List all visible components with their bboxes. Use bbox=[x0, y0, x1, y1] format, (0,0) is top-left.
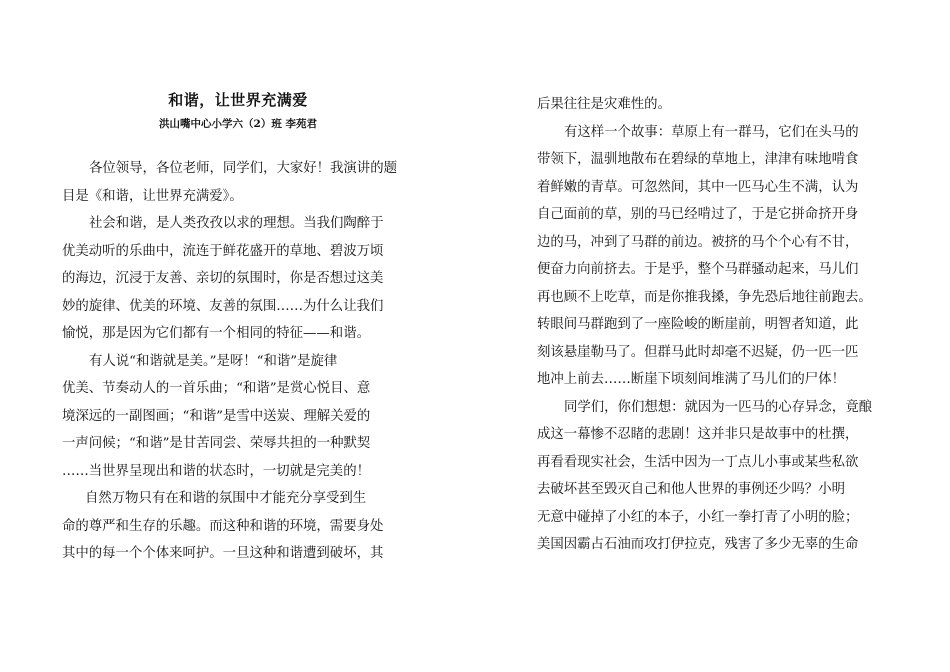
text-line: 愉悦，那是因为它们都有一个相同的特征——和谐。 bbox=[62, 326, 370, 341]
text-line: 去破坏甚至毁灭自己和他人世界的事例还少吗？小明 bbox=[537, 482, 845, 497]
speech-title: 和谐，让世界充满爱 bbox=[168, 91, 308, 109]
text-line: 美国因霸占石油而攻打伊拉克，残害了多少无辜的生命 bbox=[537, 537, 859, 552]
text-line: 后果往往是灾难性的。 bbox=[537, 97, 671, 112]
text-line: 有人说“和谐就是美。”是呀！“和谐”是旋律 bbox=[89, 353, 338, 369]
text-line: 边的马，冲到了马群的前边。被挤的马个个心有不甘， bbox=[537, 234, 859, 250]
text-line: 同学们，你们想想：就因为一匹马的心存异念，竟酿 bbox=[564, 399, 872, 415]
text-line: 妙的旋律、优美的环境、友善的氛围……为什么让我们 bbox=[62, 298, 384, 314]
text-line: 刻该悬崖勒马了。但群马此时却毫不迟疑，仍一匹一匹 bbox=[537, 344, 859, 360]
left-body-text bbox=[62, 155, 414, 568]
text-line: ……当世界呈现出和谐的状态时，一切就是完美的！ bbox=[62, 463, 370, 479]
text-line: 无意中碰掉了小红的本子，小红一拳打青了小明的脸； bbox=[537, 509, 859, 525]
right-body-text bbox=[537, 91, 889, 559]
text-line: 着鲜嫩的青草。可忽然间，其中一匹马心生不满，认为 bbox=[537, 179, 859, 195]
text-line: 再看看现实社会，生活中因为一丁点儿小事或某些私欲 bbox=[537, 454, 859, 470]
text-line: 成这一幕惨不忍睹的悲剧！这并非只是故事中的杜撰， bbox=[537, 427, 859, 442]
text-line: 便奋力向前挤去。于是乎，整个马群骚动起来，马儿们 bbox=[537, 262, 859, 277]
text-line: 的海边，沉浸于友善、亲切的氛围时，你是否想过这美 bbox=[62, 271, 384, 286]
text-line: 优美、节奏动人的一首乐曲；“和谐”是赏心悦目、意 bbox=[62, 381, 371, 396]
text-line: 目是《和谐，让世界充满爱》。 bbox=[62, 188, 243, 204]
text-line: 自己面前的草，别的马已经啃过了，于是它拼命挤开身 bbox=[537, 207, 859, 222]
text-line: 地冲上前去……断崖下顷刻间堆满了马儿们的尸体！ bbox=[537, 372, 845, 387]
text-line: 境深远的一副图画；“和谐”是雪中送炭、理解关爱的 bbox=[62, 408, 371, 424]
text-line: 自然万物只有在和谐的氛围中才能充分享受到生 bbox=[85, 491, 367, 506]
text-line: 其中的每一个个体来呵护。一旦这种和谐遭到破坏，其 bbox=[62, 546, 384, 561]
text-line: 带领下，温驯地散布在碧绿的草地上，津津有味地啃食 bbox=[537, 152, 859, 167]
text-line: 命的尊严和生存的乐趣。而这种和谐的环境，需要身处 bbox=[62, 518, 384, 534]
text-line: 社会和谐，是人类孜孜以求的理想。当我们陶醉于 bbox=[89, 216, 384, 231]
text-line: 有这样一个故事：草原上有一群马，它们在头马的 bbox=[564, 124, 859, 140]
text-line: 再也顾不上吃草，而是你推我搡，争先恐后地往前跑去。 bbox=[537, 289, 872, 305]
text-line: 优美动听的乐曲中，流连于鲜花盛开的草地、碧波万顷 bbox=[62, 243, 384, 259]
author-byline: 洪山嘴中心小学六（2）班 李苑君 bbox=[159, 118, 317, 130]
text-line: 一声问候；“和谐”是甘苦同尝、荣辱共担的一种默契 bbox=[62, 436, 371, 451]
text-line: 各位领导，各位老师，同学们，大家好！我演讲的题 bbox=[89, 161, 397, 176]
text-line: 转眼间马群跑到了一座险峻的断崖前，明智者知道，此 bbox=[537, 317, 859, 332]
